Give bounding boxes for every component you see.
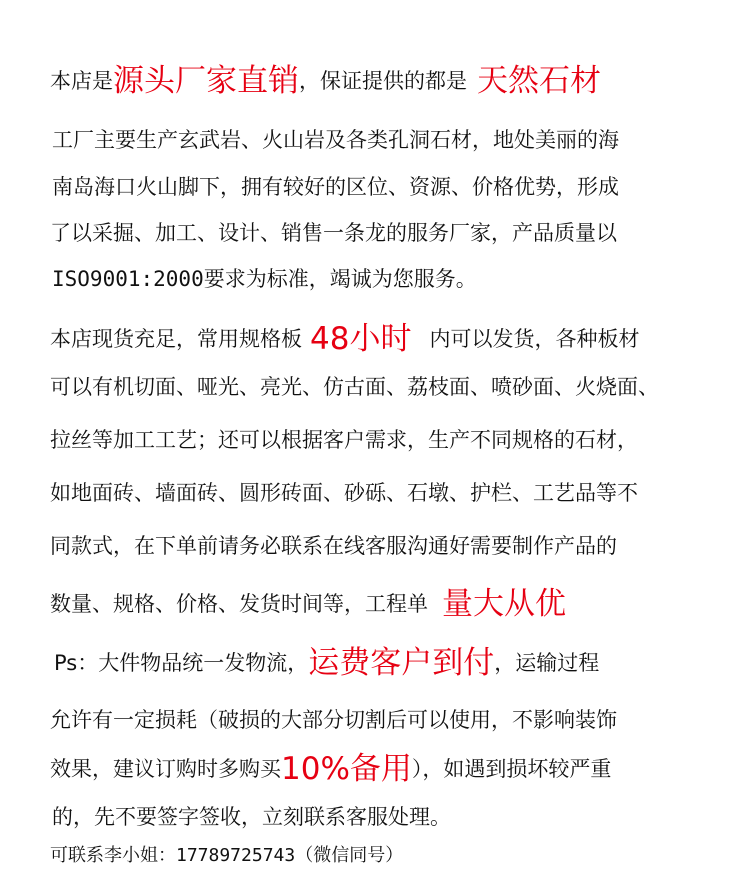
spare-line (50, 750, 611, 788)
highlight-10-percent-spare: 10%备用 (281, 751, 412, 787)
highlight-bulk-discount: 量大从优 (442, 586, 566, 622)
intro-text-1: 本店是 (50, 69, 113, 93)
body-line-9: 如地面砖、墙面砖、圆形砖面、砂砾、石墩、护栏、工艺品等不 (50, 481, 638, 505)
stock-text-1: 本店现货充足，常用规格板 (50, 327, 302, 351)
contact-info: 可联系李小姐：17789725743（微信同号） (50, 845, 404, 866)
shipping-line (54, 644, 599, 682)
body-line-7: 可以有机切面、哑光、亮光、仿古面、荔枝面、喷砂面、火烧面、 (50, 375, 659, 399)
shipping-text-2: ，运输过程 (494, 651, 600, 675)
highlight-48-hours: 48小时 (310, 321, 412, 357)
intro-line (50, 62, 601, 100)
intro-text-2: ，保证提供的都是 (299, 69, 467, 93)
body-line-4: 了以采掘、加工、设计、销售一条龙的服务厂家，产品质量以 (50, 221, 617, 245)
body-line-5: ISO9001:2000要求为标准，竭诚为您服务。 (52, 267, 477, 291)
stock-line (50, 320, 639, 358)
discount-line (50, 585, 566, 623)
body-line-10: 同款式，在下单前请务必联系在线客服沟通好需要制作产品的 (50, 534, 617, 558)
body-line-8: 拉丝等加工工艺；还可以根据客户需求，生产不同规格的石材， (50, 428, 638, 452)
stock-text-2: 内可以发货，各种板材 (429, 327, 640, 351)
discount-text: 数量、规格、价格、发货时间等，工程单 (50, 592, 428, 616)
spare-text-2: ），如遇到损坏较严重 (411, 757, 612, 781)
body-line-3: 南岛海口火山脚下，拥有较好的区位、资源、价格优势，形成 (52, 175, 619, 199)
highlight-freight-collect: 运费客户到付 (308, 645, 495, 681)
body-line-13: 允许有一定损耗（破损的大部分切割后可以使用，不影响装饰 (50, 708, 617, 732)
shipping-text-1: Ps：大件物品统一发物流， (54, 651, 309, 675)
highlight-factory-direct: 源头厂家直销 (113, 63, 299, 99)
highlight-natural-stone: 天然石材 (477, 63, 601, 99)
body-line-2: 工厂主要生产玄武岩、火山岩及各类孔洞石材，地处美丽的海 (52, 128, 619, 152)
body-line-15: 的，先不要签字签收，立刻联系客服处理。 (52, 805, 451, 829)
spare-text-1: 效果，建议订购时多购买 (50, 757, 281, 781)
